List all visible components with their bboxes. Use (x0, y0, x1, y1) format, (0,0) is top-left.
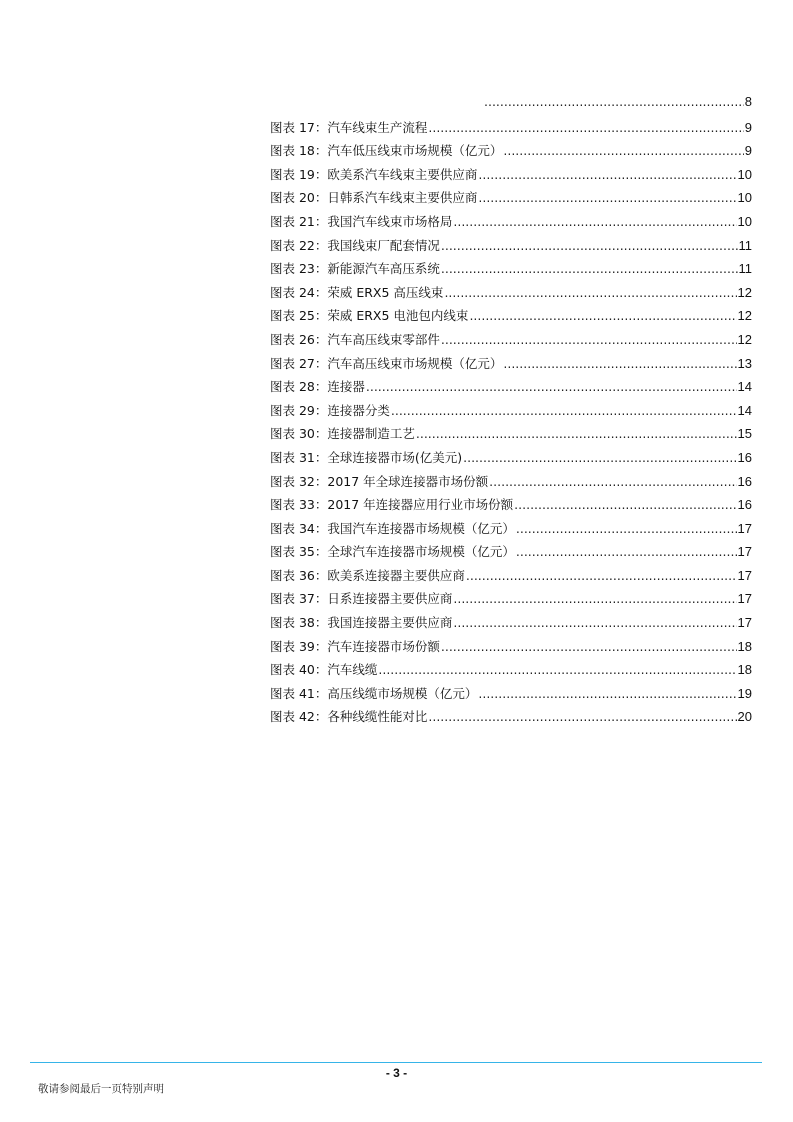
toc-entry[interactable] (270, 707, 752, 731)
toc-entry-label: 图表 39：汽车连接器市场份额 (270, 638, 440, 654)
toc-entry-label: 图表 25：荣威 ERX5 电池包内线束 (270, 308, 469, 324)
toc-entry-label: 图表 19：欧美系汽车线束主要供应商 (270, 166, 478, 182)
toc-entry[interactable] (270, 424, 752, 448)
toc-entry-label: 图表 21：我国汽车线束市场格局 (270, 213, 453, 229)
toc-dot-leader (453, 615, 736, 630)
toc-dot-leader (478, 686, 736, 701)
toc-entry-label: 图表 27：汽车高压线束市场规模（亿元） (270, 355, 503, 371)
toc-dot-leader (466, 568, 737, 583)
toc-entry-page-number: 19 (737, 685, 752, 701)
toc-entry-page-number: 8 (744, 94, 752, 109)
toc-entry-page-number: 17 (737, 615, 752, 631)
toc-dot-leader (469, 308, 736, 323)
toc-entry-page-number: 14 (737, 379, 752, 395)
toc-entry-page-number: 14 (737, 402, 752, 418)
toc-entry-page-number: 20 (737, 709, 752, 725)
toc-entry[interactable] (270, 637, 752, 661)
toc-entry-page-number: 12 (737, 331, 752, 347)
toc-entry[interactable] (270, 519, 752, 543)
toc-entry-label: 图表 18：汽车低压线束市场规模（亿元） (270, 143, 503, 159)
toc-entry-label: 图表 33：2017 年连接器应用行业市场份额 (270, 497, 514, 513)
toc-entry[interactable] (270, 542, 752, 566)
toc-entry-page-number: 11 (738, 237, 752, 253)
toc-dot-leader (453, 591, 736, 606)
toc-entry-page-number: 16 (737, 449, 752, 465)
toc-entry-label: 图表 35：全球汽车连接器市场规模（亿元） (270, 544, 515, 560)
toc-entry-label: 图表 30：连接器制造工艺 (270, 426, 415, 442)
toc-entry-label: 图表 17：汽车线束生产流程 (270, 119, 428, 135)
toc-entry[interactable] (270, 660, 752, 684)
toc-entry[interactable] (270, 306, 752, 330)
toc-dot-leader (441, 261, 738, 276)
toc-dot-leader (478, 167, 736, 182)
toc-dot-leader (441, 332, 737, 347)
toc-entry[interactable] (270, 354, 752, 378)
toc-dot-leader (453, 214, 736, 229)
toc-entry[interactable] (270, 330, 752, 354)
toc-dot-leader (378, 662, 736, 677)
toc-dot-leader (428, 120, 743, 135)
toc-entry-page-number: 17 (737, 544, 752, 560)
toc-dot-leader (503, 143, 743, 158)
toc-dot-leader (391, 403, 737, 418)
toc-entry-page-number: 16 (737, 473, 752, 489)
toc-dot-leader (441, 238, 738, 253)
toc-entry[interactable] (270, 212, 752, 236)
toc-entry-page-number: 11 (738, 261, 752, 277)
toc-entry-label: 图表 23：新能源汽车高压系统 (270, 261, 440, 277)
toc-entry[interactable] (270, 141, 752, 165)
toc-dot-leader (514, 497, 736, 512)
toc-entry[interactable] (270, 165, 752, 189)
toc-entry[interactable] (270, 566, 752, 590)
toc-entry-label: 图表 36：欧美系连接器主要供应商 (270, 567, 465, 583)
toc-entry-label: 图表 20：日韩系汽车线束主要供应商 (270, 190, 478, 206)
toc-entry[interactable] (270, 448, 752, 472)
toc-entry[interactable] (270, 613, 752, 637)
toc-dot-leader (366, 379, 737, 394)
toc-entry[interactable] (270, 377, 752, 401)
toc-entry-page-number: 10 (737, 190, 752, 206)
toc-dot-leader (441, 639, 737, 654)
toc-entry-page-number: 12 (737, 284, 752, 300)
toc-dot-leader (516, 521, 737, 536)
toc-entry-page-number: 12 (737, 308, 752, 324)
toc-entry-label: 图表 26：汽车高压线束零部件 (270, 331, 440, 347)
toc-entry-page-number: 17 (737, 520, 752, 536)
toc-entry[interactable] (270, 94, 752, 118)
toc-entry-label: 图表 34：我国汽车连接器市场规模（亿元） (270, 520, 515, 536)
toc-entry-label: 图表 41：高压线缆市场规模（亿元） (270, 685, 478, 701)
toc-entry-label: 图表 38：我国连接器主要供应商 (270, 615, 453, 631)
toc-entry-page-number: 9 (744, 143, 752, 159)
toc-entry[interactable] (270, 236, 752, 260)
toc-entry[interactable] (270, 283, 752, 307)
toc-entry[interactable] (270, 589, 752, 613)
toc-entry-label: 图表 29：连接器分类 (270, 402, 390, 418)
toc-entry[interactable] (270, 495, 752, 519)
toc-entry-page-number: 17 (737, 567, 752, 583)
toc-entry-label: 图表 42：各种线缆性能对比 (270, 709, 428, 725)
page-number: - 3 - (385, 1066, 408, 1080)
toc-entry-page-number: 10 (737, 213, 752, 229)
toc-entry-label: 图表 32：2017 年全球连接器市场份额 (270, 473, 489, 489)
table-of-figures (270, 94, 752, 731)
toc-entry-label: 图表 37：日系连接器主要供应商 (270, 591, 453, 607)
toc-entry[interactable] (270, 401, 752, 425)
toc-entry-label: 图表 24：荣威 ERX5 高压线束 (270, 284, 444, 300)
toc-entry-page-number: 17 (737, 591, 752, 607)
toc-entry-page-number: 18 (737, 638, 752, 654)
toc-entry-page-number: 16 (737, 497, 752, 513)
toc-entry-label: 图表 22：我国线束厂配套情况 (270, 237, 440, 253)
toc-dot-leader (463, 450, 736, 465)
footer-disclaimer: 敬请参阅最后一页特别声明 (38, 1083, 164, 1095)
toc-dot-leader (484, 94, 744, 109)
toc-dot-leader (503, 356, 736, 371)
toc-entry-page-number: 10 (737, 166, 752, 182)
toc-entry-page-number: 18 (737, 662, 752, 678)
toc-dot-leader (478, 190, 736, 205)
toc-entry[interactable] (270, 188, 752, 212)
toc-dot-leader (516, 544, 737, 559)
toc-entry[interactable] (270, 472, 752, 496)
toc-entry[interactable] (270, 259, 752, 283)
toc-dot-leader (489, 474, 736, 489)
toc-dot-leader (428, 709, 736, 724)
toc-entry-page-number: 13 (737, 355, 752, 371)
toc-entry-page-number: 15 (737, 426, 752, 442)
toc-dot-leader (444, 285, 736, 300)
toc-entry-label: 图表 28：连接器 (270, 379, 365, 395)
toc-dot-leader (416, 426, 737, 441)
toc-entry[interactable] (270, 684, 752, 708)
footer-divider (30, 1062, 762, 1063)
toc-entry[interactable] (270, 118, 752, 142)
toc-entry-label: 图表 40：汽车线缆 (270, 662, 378, 678)
toc-entry-page-number: 9 (744, 119, 752, 135)
toc-entry-label: 图表 31：全球连接器市场(亿美元) (270, 449, 463, 465)
